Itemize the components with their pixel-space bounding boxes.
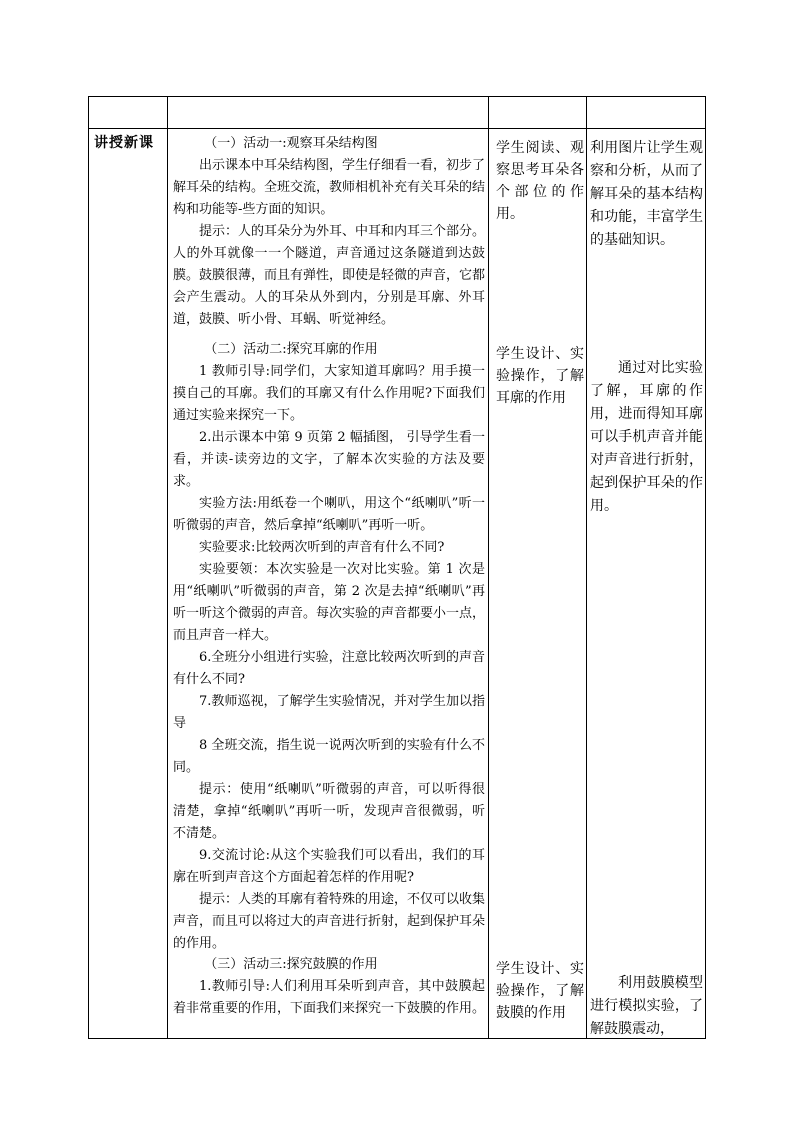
activity2-paragraph: 提示：使用“纸喇叭”听微弱的声音，可以听得很清楚，拿掉“纸喇叭”再听一听，发现声音很微弱，听不清楚。 bbox=[173, 782, 485, 841]
activity1-student-block bbox=[496, 137, 584, 343]
student-activity-cell bbox=[489, 129, 587, 1039]
activity2-paragraph: 8 全班交流，指生说一说两次听到的实验有什么不同。 bbox=[173, 738, 485, 775]
activity3-student-block bbox=[496, 958, 584, 1038]
activity3-student-text: 学生设计、实验操作，了解鼓膜的作用 bbox=[496, 961, 584, 1021]
header-row bbox=[89, 97, 706, 129]
activity2-paragraph: 实验要领：本次实验是一次对比实验。第 1 次是用“纸喇叭”听微弱的声音，第 2 次是去掉“纸喇叭”再听一听这个微弱的声音。每次实验的声音都要小一点，而且声音一样大。 bbox=[173, 562, 486, 643]
activity2-paragraph: 2.出示课本中第 9 页第 2 幅插图， 引导学生看一看，并读-读旁边的文字，了解本次实验的方法及要求。 bbox=[173, 430, 485, 489]
activity1-student-text: 学生阅读、观察思考耳朵各个部位的作用。 bbox=[496, 140, 584, 222]
header-cell-label bbox=[89, 97, 168, 129]
teaching-process-cell bbox=[168, 129, 489, 1039]
activity2-paragraph: 实验要求:比较两次听到的声音有什么不同? bbox=[199, 540, 445, 555]
activity2-paragraph: 9.交流讨论:从这个实验我们可以看出，我们的耳廓在听到声音这个方面起着怎样的作用呢? bbox=[173, 848, 485, 885]
section-label: 讲授新课 bbox=[89, 129, 168, 1039]
activity1-intent-block bbox=[590, 137, 703, 343]
header-cell-process bbox=[168, 97, 489, 129]
activity2-intent-text: 通过对比实验了解，耳廓的作用，进而得知耳廓可以手机声音并能对声音进行折射，起到保护耳朵的作用。 bbox=[590, 360, 703, 514]
activity2-block bbox=[173, 339, 485, 954]
activity2-paragraph: 实验方法:用纸卷一个喇叭，用这个“纸喇叭”听一听微弱的声音，然后拿掉“纸喇叭”再听一听。 bbox=[173, 496, 485, 533]
activity2-heading: （二）活动二:探究耳廓的作用 bbox=[204, 342, 378, 357]
activity2-paragraph: 1 教师引导:同学们，大家知道耳廓吗？用手摸一摸自己的耳廓。我们的耳廓又有什么作用呢?下面我们通过实验来探究一下。 bbox=[173, 364, 485, 423]
activity3-block bbox=[173, 954, 485, 1034]
activity3-paragraph: 1.教师引导:人们利用耳朵听到声音，其中鼓膜起着非常重要的作用，下面我们来探究一下鼓膜的作用。 bbox=[173, 979, 486, 1016]
activity1-intent-text: 利用图片让学生观察和分析，从而了解耳朵的基本结构和功能，丰富学生的基础知识。 bbox=[590, 140, 703, 248]
activity2-paragraph: 6.全班分小组进行实验，注意比较两次听到的声音有什么不同? bbox=[173, 650, 485, 687]
content-row bbox=[89, 129, 706, 1039]
header-cell-intent bbox=[587, 97, 706, 129]
activity1-paragraph: 提示：人的耳朵分为外耳、中耳和内耳三个部分。人的外耳就像一一个隧道，声音通过这条隧道到达鼓膜。鼓膜很薄，而且有弹性，即使是轻微的声音，它都会产生震动。人的耳朵从外到内，分别是耳廓、外耳道，鼓膜、听小骨、耳蜗、听觉神经。 bbox=[173, 224, 486, 327]
activity2-student-block bbox=[496, 343, 584, 958]
lesson-plan-table bbox=[88, 96, 706, 1039]
design-intent-cell bbox=[587, 129, 706, 1039]
activity2-intent-block bbox=[590, 343, 703, 958]
activity1-heading: （一）活动一:观察耳朵结构图 bbox=[204, 136, 378, 151]
activity1-block bbox=[173, 133, 485, 339]
activity3-heading: （三）活动三:探究鼓膜的作用 bbox=[204, 957, 378, 972]
activity2-student-text: 学生设计、实验操作，了解耳廓的作用 bbox=[496, 346, 584, 406]
header-cell-student bbox=[489, 97, 587, 129]
activity2-paragraph: 提示：人类的耳廓有着特殊的用途，不仅可以收集声音，而且可以将过大的声音进行折射，起到保护耳朵的作用。 bbox=[173, 892, 486, 951]
activity3-intent-block bbox=[590, 958, 703, 1038]
activity1-paragraph: 出示课本中耳朵结构图，学生仔细看一看，初步了解耳朵的结构。全班交流，教师相机补充有关耳朵的结构和功能等-些方面的知识。 bbox=[173, 158, 486, 217]
activity3-intent-text: 利用鼓膜模型进行模拟实验，了解鼓膜震动， bbox=[590, 975, 703, 1037]
activity2-paragraph: 7.教师巡视，了解学生实验情况，并对学生加以指导 bbox=[173, 694, 485, 731]
